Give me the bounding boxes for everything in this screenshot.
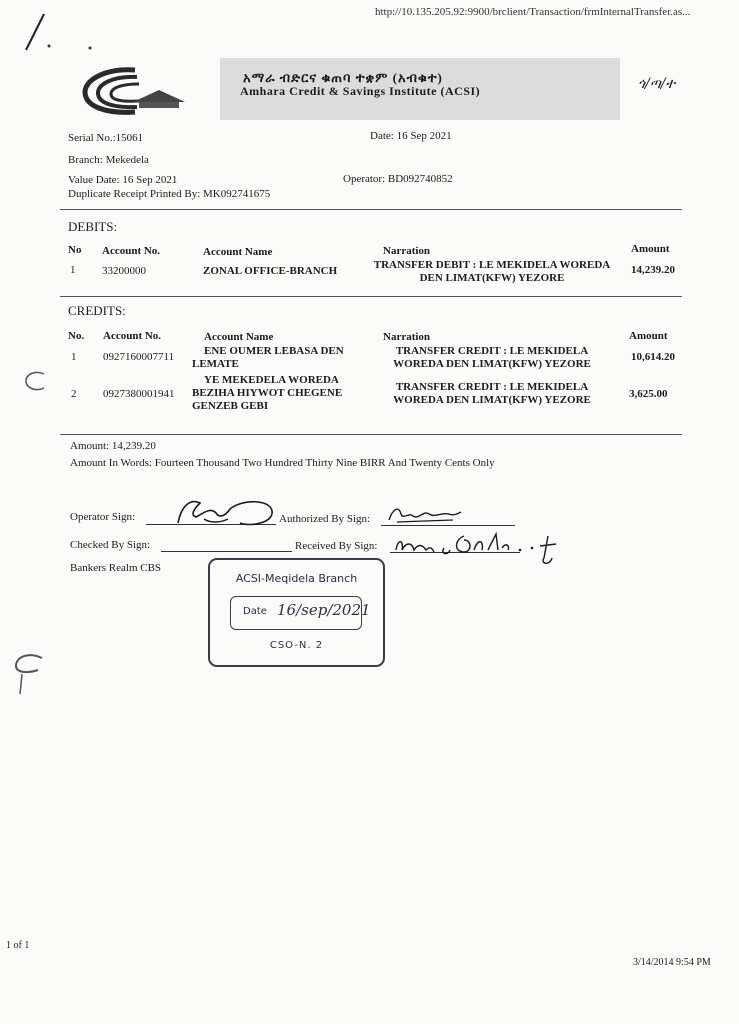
credits-header-amount: Amount: [629, 330, 668, 342]
org-name-amharic: አማራ ብድርና ቁጠባ ተቋም (አብቁተ): [243, 70, 443, 85]
credits-title: CREDITS:: [68, 303, 126, 318]
divider: [60, 296, 682, 297]
received-signature-icon: [392, 528, 562, 572]
operator-id: Operator: BD092740852: [343, 173, 453, 185]
branch: Branch: Mekedela: [68, 154, 149, 166]
bankers-realm-label: Bankers Realm CBS: [70, 562, 162, 574]
total-amount: Amount: 14,239.20: [70, 440, 156, 452]
stamp-cso-number: CSO-N. 2: [269, 640, 324, 651]
debits-header-amount: Amount: [631, 243, 670, 255]
divider: [60, 209, 682, 210]
print-timestamp: 3/14/2014 9:54 PM: [633, 957, 711, 968]
debits-title: DEBITS:: [68, 219, 118, 234]
credit-row-no: 1: [71, 351, 77, 363]
credit-row-narration: TRANSFER CREDIT : LE MEKIDELA WOREDA DEN LIMAT(KFW) YEZORE: [393, 345, 591, 370]
stamp-date-value: 16/sep/2021: [277, 601, 371, 619]
debits-header-no: No: [68, 244, 82, 256]
credit-row-account-name: ENE OUMER LEBASA DEN LEMATE: [192, 345, 344, 370]
debit-row-amount: 14,239.20: [631, 264, 675, 276]
credits-header-account-no: Account No.: [103, 330, 162, 342]
credit-row-account-no: 0927160007711: [103, 351, 175, 363]
operator-sign-label: Operator Sign:: [70, 511, 136, 523]
operator-signature-icon: [170, 493, 280, 531]
acsi-logo-icon: [75, 64, 195, 116]
stamp-date-box: [230, 596, 371, 630]
debit-row-account-name: ZONAL OFFICE-BRANCH: [203, 265, 338, 277]
debits-header-account-no: Account No.: [102, 245, 161, 257]
page-count: 1 of 1: [6, 940, 30, 951]
credits-header-no: No.: [68, 330, 85, 342]
credit-row-amount: 10,614.20: [631, 351, 675, 363]
pen-mark-icon: [22, 8, 102, 58]
value-date: Value Date: 16 Sep 2021: [68, 174, 178, 186]
credit-row-no: 2: [71, 388, 77, 400]
receipt-date: Date: 16 Sep 2021: [370, 130, 452, 142]
debit-row-narration: TRANSFER DEBIT : LE MEKIDELA WOREDA DEN LIMAT(KFW) YEZORE: [373, 259, 611, 284]
serial-number: Serial No.:15061: [68, 132, 144, 144]
checked-by-line: [161, 551, 292, 552]
punch-hole-icon: [8, 648, 50, 698]
duplicate-printed-by: Duplicate Receipt Printed By: MK092741675: [68, 188, 271, 200]
checked-by-label: Checked By Sign:: [70, 539, 151, 551]
debits-header-account-name: Account Name: [203, 246, 273, 258]
amount-in-words: Amount In Words: Fourteen Thousand Two Hundred Thirty Nine BIRR And Twenty Cents Only: [70, 457, 495, 469]
credits-header-account-name: Account Name: [204, 331, 274, 343]
credit-row-amount: 3,625.00: [629, 388, 668, 400]
credit-row-account-no: 0927380001941: [103, 388, 175, 400]
divider: [60, 434, 682, 435]
authorized-by-label: Authorized By Sign:: [279, 513, 371, 525]
debit-row-account-no: 33200000: [102, 265, 146, 277]
org-name-english: Amhara Credit & Savings Institute (ACSI): [240, 84, 481, 98]
punch-hole-icon: [20, 368, 50, 394]
print-url: http://10.135.205.92:9900/brclient/Transaction/frmInternalTransfer.as...: [375, 6, 691, 18]
stamp-date-label: Date: [243, 606, 267, 617]
credits-header-narration: Narration: [383, 331, 431, 343]
credit-row-account-name: YE MEKEDELA WOREDA BEZIHA HIYWOT CHEGENE GENZEB GEBI: [192, 374, 343, 412]
credit-row-narration: TRANSFER CREDIT : LE MEKIDELA WOREDA DEN LIMAT(KFW) YEZORE: [393, 381, 591, 406]
debit-row-no: 1: [70, 264, 76, 276]
debits-header-narration: Narration: [383, 245, 431, 257]
stamp-branch-name: ACSI-Meqidela Branch: [235, 572, 358, 585]
received-by-label: Received By Sign:: [295, 540, 378, 552]
authorized-signature-icon: [383, 502, 463, 528]
handwritten-reference: ጎ/ጣ/ተ: [638, 76, 675, 92]
branch-stamp: [208, 558, 385, 667]
